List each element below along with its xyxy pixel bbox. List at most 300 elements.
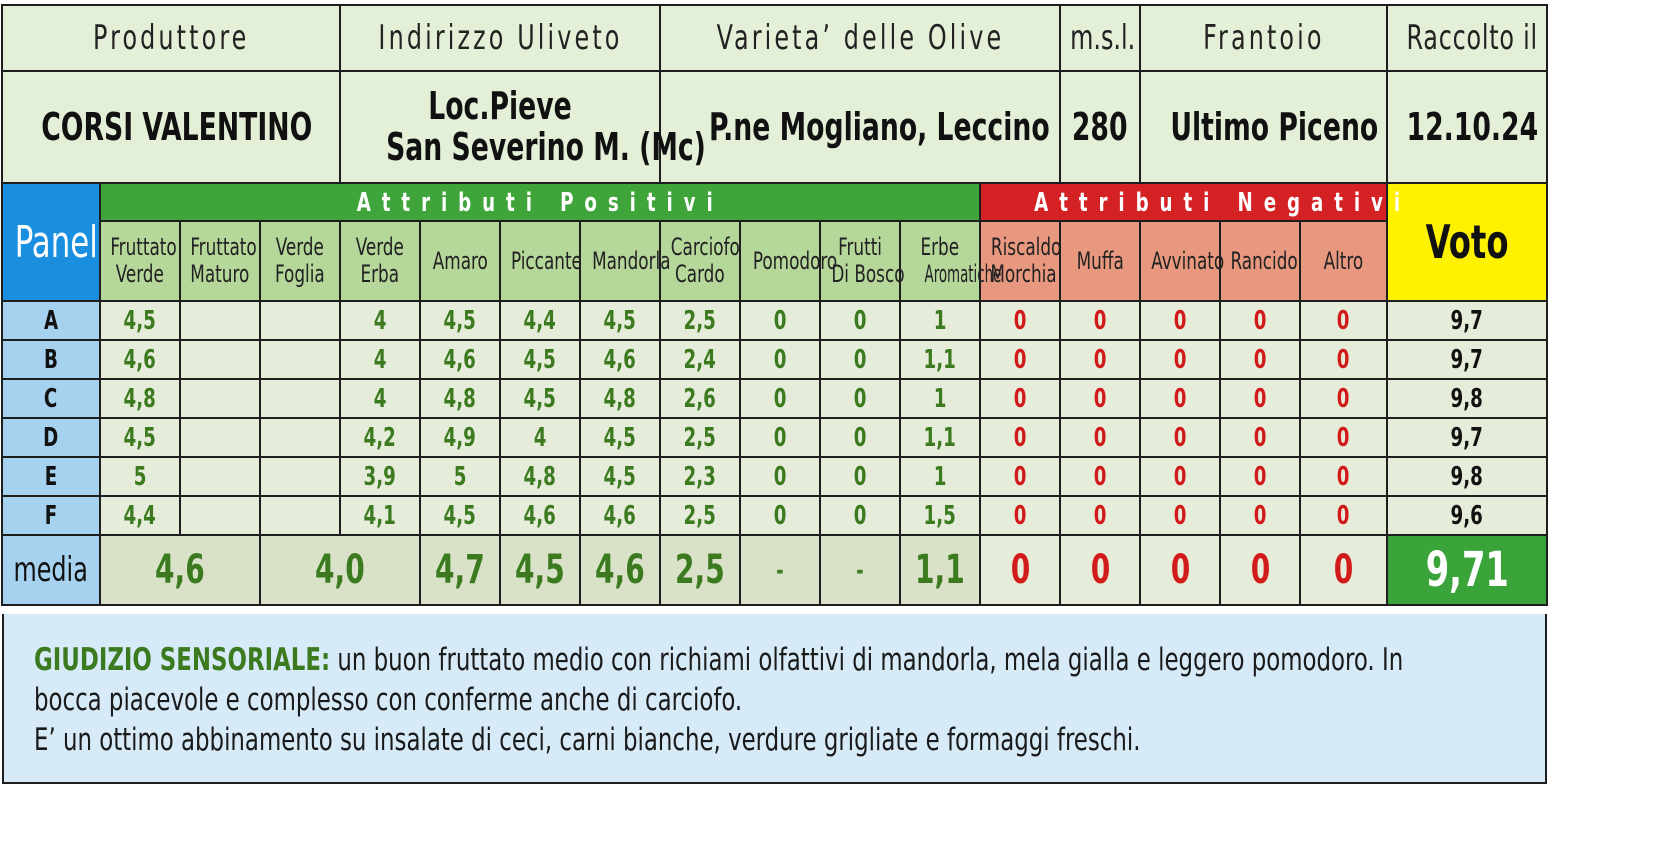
positive-value-cell bbox=[340, 379, 420, 418]
positive-value-cell bbox=[740, 496, 820, 535]
positive-value-cell bbox=[740, 418, 820, 457]
positive-value: 2,5 bbox=[683, 306, 717, 336]
media-negative-cell bbox=[1060, 535, 1140, 605]
negative-attribute-header bbox=[1300, 221, 1387, 301]
positive-value-cell bbox=[580, 457, 660, 496]
positive-value: 0 bbox=[773, 423, 787, 453]
attribute-name-line-2: Verde bbox=[115, 260, 165, 288]
negative-attributes-title: Attributi Negativi bbox=[980, 183, 1387, 221]
negative-value: 0 bbox=[1013, 462, 1027, 492]
positive-value-cell bbox=[740, 457, 820, 496]
media-frutti-value: - bbox=[856, 555, 864, 586]
panel-label bbox=[2, 457, 100, 496]
voto-value: 9,7 bbox=[1450, 345, 1484, 375]
attribute-name-line-2: Morchia bbox=[990, 260, 1057, 288]
media-mandorla-value: 4,6 bbox=[595, 547, 645, 593]
panel-letter: D bbox=[43, 423, 59, 453]
panel-letter: A bbox=[43, 306, 59, 336]
positive-attribute-header bbox=[100, 221, 180, 301]
negative-attribute-header bbox=[1140, 221, 1225, 301]
negative-value: 0 bbox=[1093, 462, 1107, 492]
negative-value: 0 bbox=[1253, 462, 1267, 492]
positive-value-cell bbox=[180, 457, 260, 496]
media-fruttato-value: 4,6 bbox=[155, 547, 205, 593]
negative-value: 0 bbox=[1173, 501, 1187, 531]
media-pomodoro bbox=[740, 535, 820, 605]
positive-value: 0 bbox=[853, 462, 867, 492]
positive-value: 4,9 bbox=[443, 423, 477, 453]
attribute-name-line-1: Carciofo bbox=[670, 233, 740, 261]
negative-value-cell bbox=[1060, 496, 1140, 535]
tasting-table bbox=[1, 4, 1548, 606]
positive-value: 2,4 bbox=[683, 345, 717, 375]
positive-attribute-header bbox=[820, 221, 905, 301]
label-varieta-olive: Varieta’ delle Olive bbox=[660, 5, 1060, 71]
indirizzo-line-2: San Severino M. (Mc) bbox=[386, 125, 706, 169]
media-verde-value: 4,0 bbox=[315, 547, 365, 593]
positive-value-cell bbox=[820, 340, 900, 379]
attribute-name-line-2: Maturo bbox=[190, 260, 250, 288]
media-amaro bbox=[420, 535, 500, 605]
positive-value-cell bbox=[420, 418, 500, 457]
positive-value-cell bbox=[180, 340, 260, 379]
positive-value: 1 bbox=[933, 384, 947, 414]
attribute-name-line-2: Aromatiche bbox=[924, 260, 1002, 288]
attribute-name-line-2: Di Bosco bbox=[831, 260, 905, 288]
positive-value-cell bbox=[660, 340, 740, 379]
media-label: media bbox=[13, 550, 89, 590]
positive-value-cell bbox=[820, 418, 900, 457]
media-voto-cell bbox=[1387, 535, 1547, 605]
negative-value-cell bbox=[1300, 457, 1387, 496]
positive-value-cell bbox=[500, 340, 580, 379]
positive-value: 4,5 bbox=[123, 423, 157, 453]
positive-attribute-header bbox=[180, 221, 260, 301]
voto-cell bbox=[1387, 340, 1547, 379]
positive-value: 4,5 bbox=[603, 306, 637, 336]
positive-value: 1 bbox=[933, 462, 947, 492]
attribute-name-line-1: Erbe bbox=[920, 233, 960, 261]
positive-value: 1,5 bbox=[923, 501, 957, 531]
negative-value-cell bbox=[1140, 457, 1220, 496]
sensory-judgement bbox=[2, 614, 1547, 784]
positive-attribute-header bbox=[900, 221, 1002, 301]
positive-value: 0 bbox=[853, 306, 867, 336]
negative-value-cell bbox=[1060, 418, 1140, 457]
positive-attribute-header bbox=[500, 221, 580, 301]
positive-value-cell bbox=[260, 457, 340, 496]
positive-value-cell bbox=[900, 457, 980, 496]
negative-value-cell bbox=[980, 301, 1060, 340]
positive-value: 5 bbox=[453, 462, 467, 492]
label-msl: m.s.l. bbox=[1060, 5, 1140, 71]
attribute-name-line-2: Foglia bbox=[275, 260, 325, 288]
positive-value-cell bbox=[740, 301, 820, 340]
media-voto-value: 9,71 bbox=[1425, 542, 1509, 598]
table-row bbox=[2, 457, 1547, 496]
negative-value: 0 bbox=[1173, 345, 1187, 375]
positive-value: 1,1 bbox=[923, 345, 957, 375]
negative-value-cell bbox=[1140, 340, 1220, 379]
attribute-name-line-1: Rancido bbox=[1230, 246, 1298, 275]
negative-value: 0 bbox=[1093, 345, 1107, 375]
negative-value: 0 bbox=[1337, 306, 1350, 336]
panel-label bbox=[2, 340, 100, 379]
negative-attribute-header bbox=[1220, 221, 1300, 301]
label-produttore: Produttore bbox=[2, 5, 340, 71]
notes-line-2: bocca piacevole e complesso con conferme anche di carciofo. bbox=[34, 682, 743, 718]
positive-value: 4,6 bbox=[523, 501, 557, 531]
table-row bbox=[2, 340, 1547, 379]
attribute-name-line-1: Verde bbox=[275, 233, 325, 261]
positive-value-cell bbox=[900, 418, 980, 457]
negative-value-cell bbox=[1300, 418, 1387, 457]
positive-value-cell bbox=[260, 340, 340, 379]
positive-attribute-header bbox=[340, 221, 420, 301]
value-indirizzo-uliveto bbox=[340, 71, 706, 183]
positive-value: 0 bbox=[773, 501, 787, 531]
attribute-name-line-1: Verde bbox=[355, 233, 405, 261]
positive-value-cell bbox=[100, 418, 180, 457]
media-fruttato bbox=[100, 535, 260, 605]
media-amaro-value: 4,7 bbox=[435, 547, 485, 593]
positive-value: 4,6 bbox=[443, 345, 477, 375]
attribute-name-line-1: Fruttato bbox=[110, 233, 177, 261]
negative-value: 0 bbox=[1093, 384, 1107, 414]
notes-text-1: un buon fruttato medio con richiami olfattivi di mandorla, mela gialla e leggero pomodoro. In bbox=[330, 642, 1404, 678]
attribute-name-line-2: Cardo bbox=[675, 260, 725, 288]
negative-value-cell bbox=[1140, 496, 1220, 535]
panel-letter: B bbox=[44, 345, 58, 375]
positive-value: 4,5 bbox=[523, 345, 557, 375]
positive-value: 4,5 bbox=[603, 423, 637, 453]
negative-value-cell bbox=[1220, 340, 1300, 379]
media-piccante bbox=[500, 535, 580, 605]
positive-value-cell bbox=[500, 379, 580, 418]
negative-value: 0 bbox=[1337, 384, 1350, 414]
positive-value: 4,5 bbox=[123, 306, 157, 336]
positive-value: 2,5 bbox=[683, 501, 717, 531]
negative-value-cell bbox=[1140, 418, 1220, 457]
positive-value-cell bbox=[580, 379, 660, 418]
media-negative-value: 0 bbox=[1090, 547, 1110, 593]
positive-value: 4,8 bbox=[603, 384, 637, 414]
media-negative-cell bbox=[1300, 535, 1387, 605]
negative-value-cell bbox=[1220, 301, 1300, 340]
positive-value: 0 bbox=[853, 384, 867, 414]
media-negative-cell bbox=[980, 535, 1060, 605]
negative-value: 0 bbox=[1253, 384, 1267, 414]
negative-attribute-header bbox=[980, 221, 1060, 301]
negative-value: 0 bbox=[1173, 306, 1187, 336]
negative-value: 0 bbox=[1337, 501, 1350, 531]
positive-attribute-header bbox=[580, 221, 671, 301]
positive-value: 4 bbox=[533, 423, 547, 453]
positive-value: 0 bbox=[773, 306, 787, 336]
panel-label bbox=[2, 301, 100, 340]
positive-value-cell bbox=[500, 301, 580, 340]
negative-value: 0 bbox=[1337, 462, 1350, 492]
positive-value-cell bbox=[180, 301, 260, 340]
negative-value: 0 bbox=[1173, 423, 1187, 453]
negative-value: 0 bbox=[1253, 345, 1267, 375]
positive-value: 4,4 bbox=[523, 306, 557, 336]
positive-value-cell bbox=[340, 340, 420, 379]
positive-value-cell bbox=[420, 379, 500, 418]
positive-value-cell bbox=[260, 301, 340, 340]
positive-value-cell bbox=[900, 340, 980, 379]
voto-value: 9,6 bbox=[1450, 501, 1484, 531]
voto-cell bbox=[1387, 418, 1547, 457]
negative-value: 0 bbox=[1253, 501, 1267, 531]
media-erbe-value: 1,1 bbox=[915, 547, 965, 593]
positive-value: 4,8 bbox=[443, 384, 477, 414]
voto-value: 9,8 bbox=[1450, 384, 1484, 414]
positive-value-cell bbox=[100, 457, 180, 496]
value-varieta-olive: P.ne Mogliano, Leccino bbox=[660, 71, 1060, 183]
positive-value-cell bbox=[340, 496, 420, 535]
media-mandorla bbox=[580, 535, 660, 605]
positive-value-cell bbox=[660, 496, 740, 535]
positive-value-cell bbox=[340, 301, 420, 340]
positive-value: 5 bbox=[133, 462, 147, 492]
positive-value-cell bbox=[900, 496, 980, 535]
positive-value-cell bbox=[100, 301, 180, 340]
negative-value-cell bbox=[1060, 340, 1140, 379]
positive-value: 0 bbox=[853, 501, 867, 531]
positive-value: 2,5 bbox=[683, 423, 717, 453]
negative-value: 0 bbox=[1013, 384, 1027, 414]
negative-value: 0 bbox=[1253, 306, 1267, 336]
panel-letter: F bbox=[44, 501, 58, 531]
table-row bbox=[2, 496, 1547, 535]
positive-value: 0 bbox=[773, 384, 787, 414]
media-frutti bbox=[820, 535, 900, 605]
negative-value: 0 bbox=[1253, 423, 1267, 453]
media-row bbox=[2, 535, 1547, 605]
positive-value-cell bbox=[260, 418, 340, 457]
positive-value: 4,5 bbox=[523, 384, 557, 414]
negative-value: 0 bbox=[1337, 423, 1350, 453]
positive-value: 4,8 bbox=[123, 384, 157, 414]
attribute-name-line-1: Mandorla bbox=[592, 246, 671, 275]
panel-label bbox=[2, 496, 100, 535]
negative-value-cell bbox=[1300, 301, 1387, 340]
voto-cell bbox=[1387, 379, 1547, 418]
positive-value-cell bbox=[820, 457, 900, 496]
table-row bbox=[2, 418, 1547, 457]
positive-value-cell bbox=[420, 496, 500, 535]
positive-value: 1 bbox=[933, 306, 947, 336]
positive-value-cell bbox=[740, 379, 820, 418]
negative-value: 0 bbox=[1013, 306, 1027, 336]
positive-value-cell bbox=[340, 457, 420, 496]
positive-value: 4,8 bbox=[523, 462, 557, 492]
positive-value: 4,2 bbox=[363, 423, 397, 453]
positive-value-cell bbox=[100, 340, 180, 379]
positive-attribute-header bbox=[740, 221, 838, 301]
positive-value-cell bbox=[180, 418, 260, 457]
positive-attribute-header bbox=[660, 221, 740, 301]
attribute-name-line-1: Amaro bbox=[432, 246, 488, 275]
negative-value: 0 bbox=[1173, 462, 1187, 492]
media-negative-cell bbox=[1140, 535, 1220, 605]
panel-column-title: Panel bbox=[2, 183, 100, 301]
label-raccolto: Raccolto il bbox=[1387, 5, 1547, 71]
positive-value: 0 bbox=[853, 345, 867, 375]
positive-value: 3,9 bbox=[363, 462, 397, 492]
negative-value: 0 bbox=[1093, 501, 1107, 531]
positive-value-cell bbox=[820, 496, 900, 535]
positive-value: 4 bbox=[373, 345, 387, 375]
positive-value-cell bbox=[580, 340, 660, 379]
positive-attribute-header bbox=[260, 221, 340, 301]
voto-value: 9,7 bbox=[1450, 423, 1484, 453]
positive-value: 4 bbox=[373, 306, 387, 336]
positive-value-cell bbox=[660, 379, 740, 418]
positive-value-cell bbox=[900, 301, 980, 340]
negative-value-cell bbox=[1300, 496, 1387, 535]
positive-value: 4,6 bbox=[603, 501, 637, 531]
voto-value: 9,8 bbox=[1450, 462, 1484, 492]
media-piccante-value: 4,5 bbox=[515, 547, 565, 593]
voto-value: 9,7 bbox=[1450, 306, 1484, 336]
media-erbe bbox=[900, 535, 980, 605]
negative-value: 0 bbox=[1093, 306, 1107, 336]
negative-value-cell bbox=[1060, 457, 1140, 496]
attribute-name-line-2: Erba bbox=[360, 260, 400, 288]
attribute-name-line-1: Muffa bbox=[1076, 246, 1124, 275]
panel-letter: E bbox=[44, 462, 58, 492]
positive-value-cell bbox=[820, 379, 900, 418]
voto-cell bbox=[1387, 457, 1547, 496]
voto-column-title: Voto bbox=[1387, 183, 1547, 301]
negative-value-cell bbox=[980, 496, 1060, 535]
positive-value-cell bbox=[740, 340, 820, 379]
attribute-name-line-1: Piccante bbox=[511, 246, 582, 275]
negative-value: 0 bbox=[1013, 423, 1027, 453]
notes-line-1 bbox=[34, 640, 1404, 680]
media-negative-value: 0 bbox=[1170, 547, 1190, 593]
negative-value-cell bbox=[1220, 457, 1300, 496]
label-indirizzo-uliveto: Indirizzo Uliveto bbox=[340, 5, 660, 71]
negative-value-cell bbox=[1220, 379, 1300, 418]
negative-value: 0 bbox=[1337, 345, 1350, 375]
positive-attribute-header bbox=[420, 221, 500, 301]
positive-value: 2,6 bbox=[683, 384, 717, 414]
negative-value-cell bbox=[1300, 379, 1387, 418]
media-label-cell bbox=[2, 535, 100, 605]
positive-value-cell bbox=[660, 301, 740, 340]
positive-value: 1,1 bbox=[923, 423, 957, 453]
positive-value-cell bbox=[260, 496, 340, 535]
indirizzo-line-1: Loc.Pieve bbox=[428, 84, 572, 128]
media-negative-cell bbox=[1220, 535, 1300, 605]
positive-value-cell bbox=[820, 301, 900, 340]
positive-value-cell bbox=[900, 379, 980, 418]
positive-value-cell bbox=[660, 418, 740, 457]
media-carciofo-value: 2,5 bbox=[675, 547, 725, 593]
negative-value-cell bbox=[1060, 301, 1140, 340]
media-pomodoro-value: - bbox=[776, 555, 784, 586]
table-row bbox=[2, 379, 1547, 418]
positive-value-cell bbox=[660, 457, 740, 496]
panel-letter: C bbox=[44, 384, 58, 414]
positive-attributes-title: Attributi Positivi bbox=[100, 183, 980, 221]
positive-value-cell bbox=[580, 301, 660, 340]
media-negative-value: 0 bbox=[1250, 547, 1270, 593]
label-frantoio: Frantoio bbox=[1140, 5, 1387, 71]
positive-value: 4,6 bbox=[123, 345, 157, 375]
positive-value-cell bbox=[100, 496, 180, 535]
attribute-name-line-1: Avvinato bbox=[1151, 246, 1225, 275]
positive-value: 4,5 bbox=[443, 306, 477, 336]
voto-cell bbox=[1387, 496, 1547, 535]
negative-value-cell bbox=[1220, 418, 1300, 457]
positive-value-cell bbox=[180, 379, 260, 418]
positive-value-cell bbox=[260, 379, 340, 418]
positive-value-cell bbox=[500, 418, 580, 457]
negative-value-cell bbox=[1220, 496, 1300, 535]
positive-value-cell bbox=[420, 301, 500, 340]
attribute-name-line-1: Fruttato bbox=[190, 233, 257, 261]
positive-value-cell bbox=[580, 418, 660, 457]
positive-value: 4,5 bbox=[443, 501, 477, 531]
notes-line-3: E’ un ottimo abbinamento su insalate di ceci, carni bianche, verdure grigliate e formaggi freschi. bbox=[34, 722, 1141, 758]
media-negative-value: 0 bbox=[1010, 547, 1030, 593]
negative-attribute-header bbox=[1060, 221, 1140, 301]
voto-cell bbox=[1387, 301, 1547, 340]
positive-value: 0 bbox=[773, 345, 787, 375]
value-produttore: CORSI VALENTINO bbox=[2, 71, 340, 183]
panel-label bbox=[2, 418, 100, 457]
negative-value: 0 bbox=[1093, 423, 1107, 453]
positive-value-cell bbox=[580, 496, 660, 535]
positive-value-cell bbox=[100, 379, 180, 418]
positive-value-cell bbox=[500, 496, 580, 535]
value-frantoio: Ultimo Piceno bbox=[1140, 71, 1387, 183]
negative-value-cell bbox=[1060, 379, 1140, 418]
negative-value-cell bbox=[980, 340, 1060, 379]
media-negative-value: 0 bbox=[1333, 547, 1354, 593]
negative-value: 0 bbox=[1013, 345, 1027, 375]
panel-label bbox=[2, 379, 100, 418]
negative-value-cell bbox=[1300, 340, 1387, 379]
positive-value: 0 bbox=[773, 462, 787, 492]
positive-value: 4,6 bbox=[603, 345, 637, 375]
negative-value-cell bbox=[980, 457, 1060, 496]
negative-value-cell bbox=[1140, 379, 1220, 418]
positive-value-cell bbox=[420, 340, 500, 379]
positive-value: 0 bbox=[853, 423, 867, 453]
negative-value: 0 bbox=[1173, 384, 1187, 414]
table-row bbox=[2, 301, 1547, 340]
media-carciofo bbox=[660, 535, 740, 605]
value-msl: 280 bbox=[1060, 71, 1140, 183]
positive-value: 4,5 bbox=[603, 462, 637, 492]
giudizio-label: GIUDIZIO SENSORIALE: bbox=[34, 642, 331, 678]
attribute-name-line-1: Frutti bbox=[838, 233, 882, 261]
positive-value-cell bbox=[340, 418, 420, 457]
attribute-name-line-1: Riscaldo bbox=[990, 233, 1062, 261]
value-raccolto: 12.10.24 bbox=[1387, 71, 1547, 183]
negative-value-cell bbox=[980, 379, 1060, 418]
media-verde bbox=[260, 535, 420, 605]
attribute-name-line-1: Altro bbox=[1323, 246, 1364, 275]
positive-value-cell bbox=[500, 457, 580, 496]
positive-value: 2,3 bbox=[683, 462, 717, 492]
positive-value: 4,4 bbox=[123, 501, 157, 531]
